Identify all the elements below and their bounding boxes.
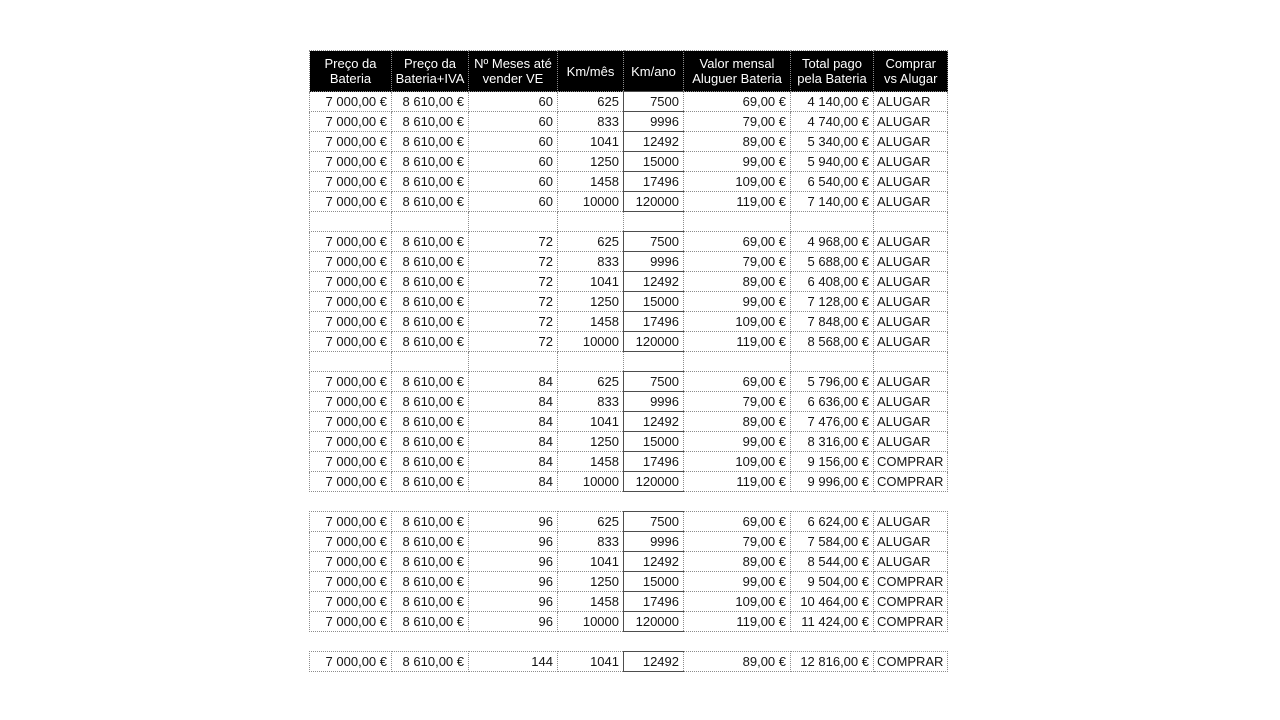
cell-preco-bateria-iva: 8 610,00 € — [392, 552, 469, 572]
cell-preco-bateria-iva: 8 610,00 € — [392, 472, 469, 492]
empty-cell — [392, 632, 469, 652]
cell-valor-mensal: 69,00 € — [684, 512, 791, 532]
cell-km-ano: 7500 — [624, 372, 684, 392]
cell-valor-mensal: 89,00 € — [684, 652, 791, 672]
table-row — [310, 112, 948, 132]
cell-comprar-vs-alugar: ALUGAR — [874, 412, 948, 432]
empty-cell — [791, 212, 874, 232]
cell-comprar-vs-alugar: ALUGAR — [874, 332, 948, 352]
cell-preco-bateria: 7 000,00 € — [310, 552, 392, 572]
cell-preco-bateria: 7 000,00 € — [310, 372, 392, 392]
empty-cell — [310, 352, 392, 372]
empty-cell — [791, 632, 874, 652]
cell-meses-ate-vender: 60 — [469, 152, 558, 172]
cell-preco-bateria: 7 000,00 € — [310, 312, 392, 332]
cell-km-mes: 1250 — [558, 292, 624, 312]
cell-valor-mensal: 89,00 € — [684, 132, 791, 152]
cell-preco-bateria: 7 000,00 € — [310, 612, 392, 632]
cell-total-pago: 5 796,00 € — [791, 372, 874, 392]
cell-preco-bateria-iva: 8 610,00 € — [392, 152, 469, 172]
empty-cell — [392, 212, 469, 232]
cell-total-pago: 12 816,00 € — [791, 652, 874, 672]
cell-valor-mensal: 79,00 € — [684, 392, 791, 412]
cell-total-pago: 7 848,00 € — [791, 312, 874, 332]
empty-cell — [310, 492, 392, 512]
cell-preco-bateria-iva: 8 610,00 € — [392, 272, 469, 292]
cell-total-pago: 5 340,00 € — [791, 132, 874, 152]
cell-km-mes: 1041 — [558, 552, 624, 572]
cell-comprar-vs-alugar: COMPRAR — [874, 652, 948, 672]
cell-km-ano: 120000 — [624, 192, 684, 212]
cell-km-mes: 1458 — [558, 452, 624, 472]
cell-total-pago: 4 968,00 € — [791, 232, 874, 252]
table-row — [310, 132, 948, 152]
empty-cell — [874, 492, 948, 512]
cell-total-pago: 7 128,00 € — [791, 292, 874, 312]
cell-meses-ate-vender: 84 — [469, 412, 558, 432]
cell-comprar-vs-alugar: ALUGAR — [874, 272, 948, 292]
empty-cell — [684, 212, 791, 232]
cell-comprar-vs-alugar: ALUGAR — [874, 372, 948, 392]
cell-km-ano: 15000 — [624, 152, 684, 172]
cell-preco-bateria-iva: 8 610,00 € — [392, 532, 469, 552]
cell-km-mes: 10000 — [558, 472, 624, 492]
cell-valor-mensal: 109,00 € — [684, 452, 791, 472]
cell-km-ano: 15000 — [624, 572, 684, 592]
cell-comprar-vs-alugar: ALUGAR — [874, 132, 948, 152]
cell-km-ano: 12492 — [624, 272, 684, 292]
cell-preco-bateria: 7 000,00 € — [310, 512, 392, 532]
cell-meses-ate-vender: 60 — [469, 132, 558, 152]
cell-km-mes: 625 — [558, 372, 624, 392]
empty-cell — [469, 212, 558, 232]
cell-valor-mensal: 69,00 € — [684, 92, 791, 112]
cell-preco-bateria-iva: 8 610,00 € — [392, 372, 469, 392]
empty-cell — [874, 632, 948, 652]
cell-meses-ate-vender: 84 — [469, 432, 558, 452]
cell-meses-ate-vender: 72 — [469, 292, 558, 312]
empty-cell — [558, 352, 624, 372]
cell-valor-mensal: 79,00 € — [684, 532, 791, 552]
cell-total-pago: 8 544,00 € — [791, 552, 874, 572]
cell-km-ano: 120000 — [624, 472, 684, 492]
table-row — [310, 532, 948, 552]
cell-km-mes: 833 — [558, 252, 624, 272]
cell-preco-bateria-iva: 8 610,00 € — [392, 232, 469, 252]
cell-meses-ate-vender: 60 — [469, 172, 558, 192]
cell-km-ano: 120000 — [624, 332, 684, 352]
cell-total-pago: 9 504,00 € — [791, 572, 874, 592]
cell-valor-mensal: 99,00 € — [684, 152, 791, 172]
cell-valor-mensal: 79,00 € — [684, 252, 791, 272]
cell-preco-bateria: 7 000,00 € — [310, 112, 392, 132]
spacer-row-plain — [310, 492, 948, 512]
empty-cell — [558, 212, 624, 232]
cell-preco-bateria-iva: 8 610,00 € — [392, 452, 469, 472]
cell-km-ano: 15000 — [624, 292, 684, 312]
cell-total-pago: 7 584,00 € — [791, 532, 874, 552]
cell-comprar-vs-alugar: ALUGAR — [874, 232, 948, 252]
cell-meses-ate-vender: 72 — [469, 312, 558, 332]
cell-km-ano: 9996 — [624, 112, 684, 132]
cell-total-pago: 5 940,00 € — [791, 152, 874, 172]
table-row — [310, 372, 948, 392]
cell-km-mes: 833 — [558, 392, 624, 412]
cell-preco-bateria: 7 000,00 € — [310, 452, 392, 472]
column-header-total-pago: Total pago pela Bateria — [791, 51, 874, 92]
cell-meses-ate-vender: 96 — [469, 592, 558, 612]
empty-cell — [874, 352, 948, 372]
table-header — [310, 51, 948, 92]
cell-km-ano: 9996 — [624, 392, 684, 412]
table-row — [310, 472, 948, 492]
cell-total-pago: 8 316,00 € — [791, 432, 874, 452]
cell-comprar-vs-alugar: ALUGAR — [874, 112, 948, 132]
cell-valor-mensal: 119,00 € — [684, 612, 791, 632]
cell-meses-ate-vender: 96 — [469, 572, 558, 592]
table-row — [310, 392, 948, 412]
empty-cell — [624, 212, 684, 232]
table-row — [310, 452, 948, 472]
cell-km-mes: 1041 — [558, 272, 624, 292]
cell-comprar-vs-alugar: ALUGAR — [874, 172, 948, 192]
table-row — [310, 412, 948, 432]
cell-preco-bateria-iva: 8 610,00 € — [392, 92, 469, 112]
cell-preco-bateria: 7 000,00 € — [310, 92, 392, 112]
cell-meses-ate-vender: 72 — [469, 272, 558, 292]
cell-km-mes: 1250 — [558, 152, 624, 172]
cell-comprar-vs-alugar: ALUGAR — [874, 92, 948, 112]
cell-preco-bateria-iva: 8 610,00 € — [392, 432, 469, 452]
empty-cell — [684, 492, 791, 512]
cell-km-ano: 15000 — [624, 432, 684, 452]
empty-cell — [558, 492, 624, 512]
empty-cell — [791, 492, 874, 512]
cell-total-pago: 10 464,00 € — [791, 592, 874, 612]
cell-preco-bateria-iva: 8 610,00 € — [392, 292, 469, 312]
cell-km-mes: 833 — [558, 532, 624, 552]
empty-cell — [469, 632, 558, 652]
cell-km-ano: 12492 — [624, 132, 684, 152]
cell-meses-ate-vender: 60 — [469, 92, 558, 112]
cell-preco-bateria: 7 000,00 € — [310, 592, 392, 612]
cell-km-ano: 12492 — [624, 552, 684, 572]
cell-preco-bateria: 7 000,00 € — [310, 652, 392, 672]
empty-cell — [874, 212, 948, 232]
cell-comprar-vs-alugar: COMPRAR — [874, 592, 948, 612]
cell-preco-bateria: 7 000,00 € — [310, 292, 392, 312]
cell-total-pago: 8 568,00 € — [791, 332, 874, 352]
cell-comprar-vs-alugar: ALUGAR — [874, 552, 948, 572]
table-row — [310, 292, 948, 312]
cell-total-pago: 6 624,00 € — [791, 512, 874, 532]
cell-meses-ate-vender: 60 — [469, 192, 558, 212]
cell-valor-mensal: 89,00 € — [684, 412, 791, 432]
cell-preco-bateria-iva: 8 610,00 € — [392, 512, 469, 532]
cell-preco-bateria-iva: 8 610,00 € — [392, 312, 469, 332]
cell-meses-ate-vender: 84 — [469, 452, 558, 472]
cell-km-ano: 17496 — [624, 452, 684, 472]
cell-preco-bateria-iva: 8 610,00 € — [392, 192, 469, 212]
cell-meses-ate-vender: 84 — [469, 472, 558, 492]
table-row — [310, 172, 948, 192]
cell-valor-mensal: 119,00 € — [684, 472, 791, 492]
cell-comprar-vs-alugar: COMPRAR — [874, 472, 948, 492]
cell-valor-mensal: 109,00 € — [684, 592, 791, 612]
cell-total-pago: 7 476,00 € — [791, 412, 874, 432]
table-row — [310, 252, 948, 272]
empty-cell — [392, 352, 469, 372]
cell-comprar-vs-alugar: ALUGAR — [874, 432, 948, 452]
cell-km-mes: 1250 — [558, 432, 624, 452]
cell-meses-ate-vender: 96 — [469, 612, 558, 632]
cell-valor-mensal: 99,00 € — [684, 292, 791, 312]
cell-valor-mensal: 69,00 € — [684, 372, 791, 392]
empty-cell — [469, 352, 558, 372]
column-header-comprar-vs-alugar: Comprar vs Alugar — [874, 51, 948, 92]
empty-cell — [310, 212, 392, 232]
cell-preco-bateria-iva: 8 610,00 € — [392, 652, 469, 672]
cell-km-ano: 17496 — [624, 312, 684, 332]
cell-preco-bateria-iva: 8 610,00 € — [392, 252, 469, 272]
cell-total-pago: 6 408,00 € — [791, 272, 874, 292]
empty-cell — [624, 492, 684, 512]
cell-comprar-vs-alugar: ALUGAR — [874, 292, 948, 312]
cell-km-ano: 120000 — [624, 612, 684, 632]
cell-comprar-vs-alugar: ALUGAR — [874, 392, 948, 412]
cell-km-ano: 12492 — [624, 652, 684, 672]
cell-km-ano: 17496 — [624, 592, 684, 612]
cell-total-pago: 7 140,00 € — [791, 192, 874, 212]
cell-preco-bateria: 7 000,00 € — [310, 172, 392, 192]
cell-preco-bateria: 7 000,00 € — [310, 532, 392, 552]
table-row — [310, 272, 948, 292]
cell-meses-ate-vender: 96 — [469, 552, 558, 572]
cell-comprar-vs-alugar: ALUGAR — [874, 192, 948, 212]
column-header-preco-bateria: Preço da Bateria — [310, 51, 392, 92]
cell-valor-mensal: 69,00 € — [684, 232, 791, 252]
cell-preco-bateria: 7 000,00 € — [310, 572, 392, 592]
cell-meses-ate-vender: 144 — [469, 652, 558, 672]
cell-km-mes: 833 — [558, 112, 624, 132]
cell-comprar-vs-alugar: COMPRAR — [874, 612, 948, 632]
empty-cell — [624, 632, 684, 652]
empty-cell — [684, 352, 791, 372]
table-row — [310, 432, 948, 452]
cell-km-mes: 625 — [558, 92, 624, 112]
cell-preco-bateria: 7 000,00 € — [310, 152, 392, 172]
cell-km-ano: 7500 — [624, 512, 684, 532]
cell-preco-bateria: 7 000,00 € — [310, 272, 392, 292]
column-header-km-mes: Km/mês — [558, 51, 624, 92]
column-header-valor-mensal: Valor mensal Aluguer Bateria — [684, 51, 791, 92]
empty-cell — [684, 632, 791, 652]
cell-meses-ate-vender: 60 — [469, 112, 558, 132]
cell-km-mes: 1041 — [558, 652, 624, 672]
cell-km-mes: 10000 — [558, 192, 624, 212]
empty-cell — [791, 352, 874, 372]
cell-meses-ate-vender: 84 — [469, 372, 558, 392]
cell-meses-ate-vender: 96 — [469, 512, 558, 532]
cell-preco-bateria: 7 000,00 € — [310, 252, 392, 272]
cell-preco-bateria: 7 000,00 € — [310, 392, 392, 412]
cell-meses-ate-vender: 72 — [469, 332, 558, 352]
cell-km-mes: 1250 — [558, 572, 624, 592]
cell-km-mes: 1458 — [558, 592, 624, 612]
cell-km-mes: 10000 — [558, 332, 624, 352]
cell-km-mes: 625 — [558, 512, 624, 532]
cell-preco-bateria-iva: 8 610,00 € — [392, 112, 469, 132]
column-header-meses-ate-vender: Nº Meses até vender VE — [469, 51, 558, 92]
cell-comprar-vs-alugar: COMPRAR — [874, 572, 948, 592]
cell-preco-bateria-iva: 8 610,00 € — [392, 592, 469, 612]
table-row — [310, 652, 948, 672]
table-body — [310, 92, 948, 672]
cell-meses-ate-vender: 96 — [469, 532, 558, 552]
cell-preco-bateria-iva: 8 610,00 € — [392, 392, 469, 412]
cell-preco-bateria: 7 000,00 € — [310, 192, 392, 212]
empty-cell — [624, 352, 684, 372]
cell-preco-bateria: 7 000,00 € — [310, 412, 392, 432]
empty-cell — [469, 492, 558, 512]
cell-km-ano: 12492 — [624, 412, 684, 432]
cell-total-pago: 4 740,00 € — [791, 112, 874, 132]
cell-preco-bateria: 7 000,00 € — [310, 332, 392, 352]
cell-total-pago: 9 996,00 € — [791, 472, 874, 492]
cell-comprar-vs-alugar: ALUGAR — [874, 512, 948, 532]
cell-valor-mensal: 109,00 € — [684, 172, 791, 192]
cell-preco-bateria: 7 000,00 € — [310, 232, 392, 252]
cell-preco-bateria-iva: 8 610,00 € — [392, 132, 469, 152]
cell-comprar-vs-alugar: ALUGAR — [874, 312, 948, 332]
cell-total-pago: 6 540,00 € — [791, 172, 874, 192]
spacer-row-plain — [310, 632, 948, 652]
table-row — [310, 572, 948, 592]
header-row — [310, 51, 948, 92]
cell-meses-ate-vender: 72 — [469, 232, 558, 252]
cell-valor-mensal: 119,00 € — [684, 332, 791, 352]
column-header-km-ano: Km/ano — [624, 51, 684, 92]
cell-valor-mensal: 89,00 € — [684, 552, 791, 572]
cell-km-mes: 1458 — [558, 312, 624, 332]
cell-valor-mensal: 109,00 € — [684, 312, 791, 332]
table-row — [310, 612, 948, 632]
table-row — [310, 232, 948, 252]
cell-km-ano: 9996 — [624, 252, 684, 272]
cell-preco-bateria-iva: 8 610,00 € — [392, 612, 469, 632]
cell-preco-bateria-iva: 8 610,00 € — [392, 412, 469, 432]
spacer-row-bordered — [310, 212, 948, 232]
cell-comprar-vs-alugar: ALUGAR — [874, 532, 948, 552]
table-row — [310, 192, 948, 212]
cell-valor-mensal: 99,00 € — [684, 432, 791, 452]
cell-preco-bateria: 7 000,00 € — [310, 432, 392, 452]
cell-total-pago: 5 688,00 € — [791, 252, 874, 272]
cell-comprar-vs-alugar: ALUGAR — [874, 152, 948, 172]
cell-km-mes: 1458 — [558, 172, 624, 192]
cell-preco-bateria-iva: 8 610,00 € — [392, 572, 469, 592]
table-row — [310, 332, 948, 352]
cell-valor-mensal: 99,00 € — [684, 572, 791, 592]
cell-valor-mensal: 79,00 € — [684, 112, 791, 132]
table-row — [310, 152, 948, 172]
empty-cell — [392, 492, 469, 512]
cell-preco-bateria: 7 000,00 € — [310, 132, 392, 152]
cell-valor-mensal: 119,00 € — [684, 192, 791, 212]
spacer-row-bordered — [310, 352, 948, 372]
cell-km-ano: 7500 — [624, 232, 684, 252]
column-header-preco-bateria-iva: Preço da Bateria+IVA — [392, 51, 469, 92]
cell-km-mes: 1041 — [558, 132, 624, 152]
cell-km-ano: 9996 — [624, 532, 684, 552]
cell-total-pago: 11 424,00 € — [791, 612, 874, 632]
cell-preco-bateria-iva: 8 610,00 € — [392, 172, 469, 192]
table-row — [310, 512, 948, 532]
table-row — [310, 552, 948, 572]
cell-total-pago: 9 156,00 € — [791, 452, 874, 472]
table-row — [310, 592, 948, 612]
cell-km-mes: 10000 — [558, 612, 624, 632]
table-row — [310, 92, 948, 112]
cell-preco-bateria: 7 000,00 € — [310, 472, 392, 492]
battery-rent-vs-buy-table — [309, 50, 948, 672]
cell-meses-ate-vender: 84 — [469, 392, 558, 412]
cell-preco-bateria-iva: 8 610,00 € — [392, 332, 469, 352]
cell-km-ano: 17496 — [624, 172, 684, 192]
cell-meses-ate-vender: 72 — [469, 252, 558, 272]
cell-km-mes: 1041 — [558, 412, 624, 432]
empty-cell — [310, 632, 392, 652]
cell-km-ano: 7500 — [624, 92, 684, 112]
cell-total-pago: 6 636,00 € — [791, 392, 874, 412]
cell-km-mes: 625 — [558, 232, 624, 252]
cell-total-pago: 4 140,00 € — [791, 92, 874, 112]
empty-cell — [558, 632, 624, 652]
table-row — [310, 312, 948, 332]
cell-comprar-vs-alugar: ALUGAR — [874, 252, 948, 272]
cell-valor-mensal: 89,00 € — [684, 272, 791, 292]
cell-comprar-vs-alugar: COMPRAR — [874, 452, 948, 472]
